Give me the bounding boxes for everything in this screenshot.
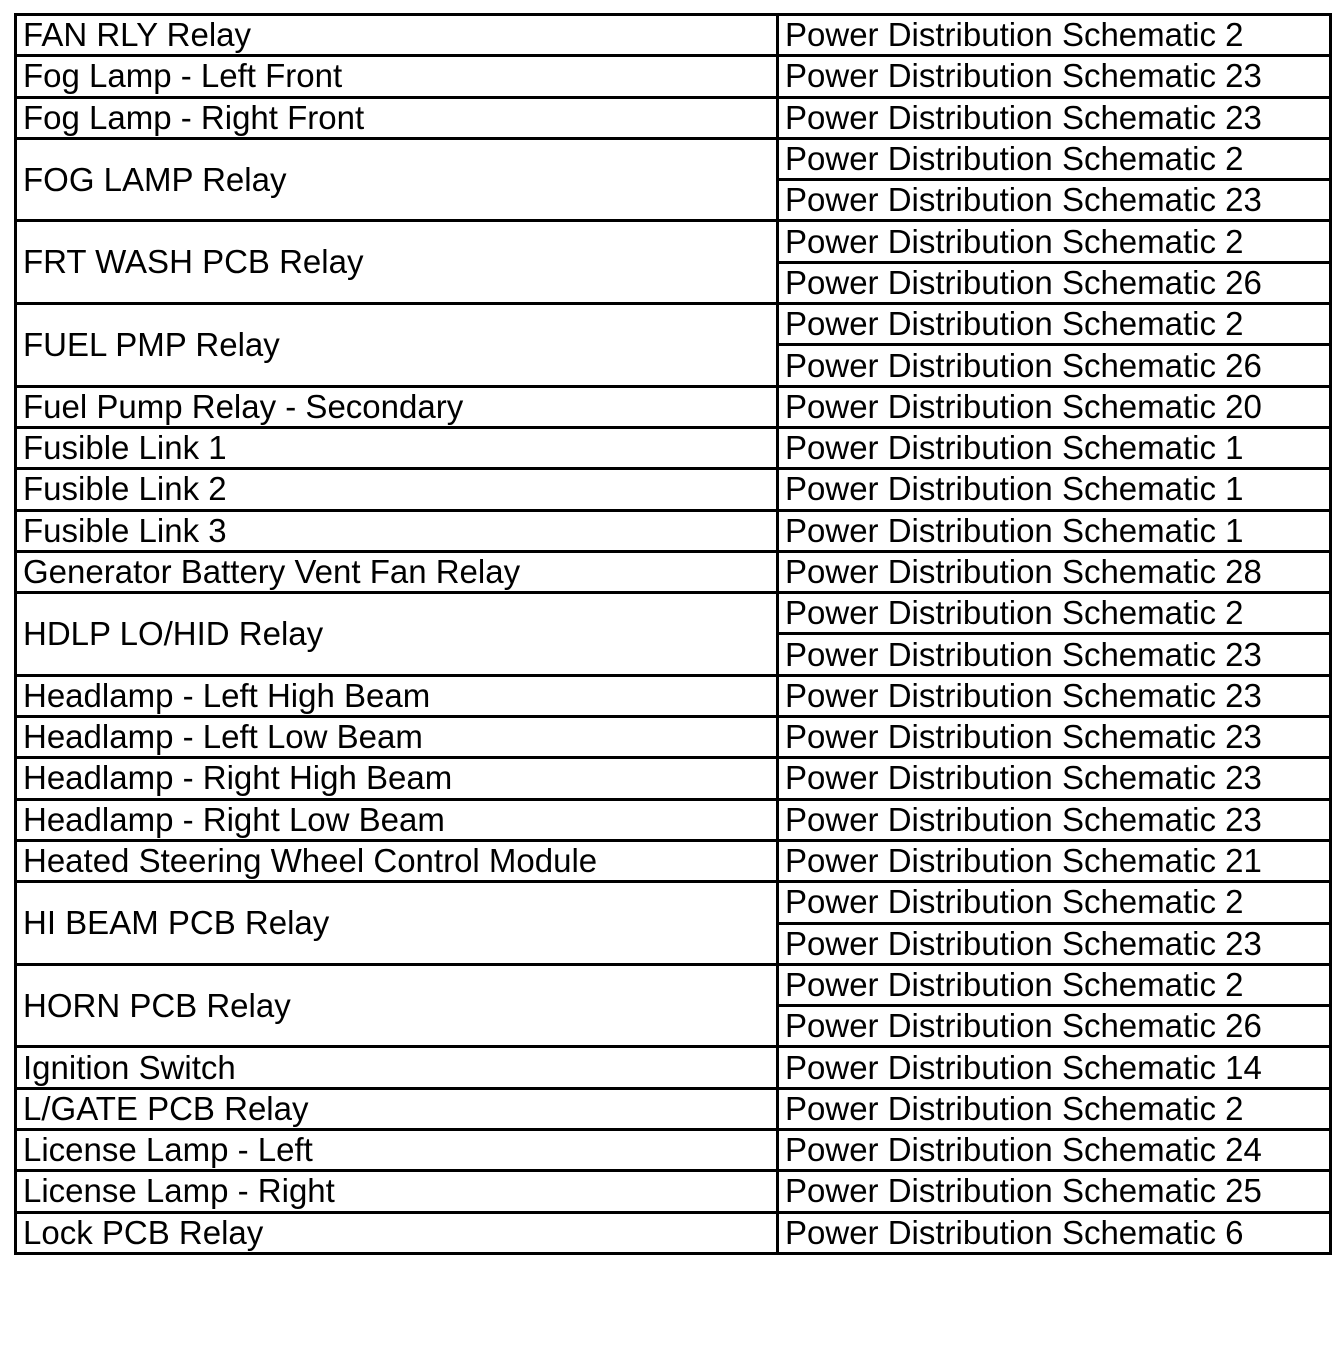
location-cell: Power Distribution Schematic 24 bbox=[778, 1130, 1331, 1171]
location-cell: Power Distribution Schematic 23 bbox=[778, 758, 1331, 799]
location-cell: Power Distribution Schematic 23 bbox=[778, 634, 1331, 675]
location-cell: Power Distribution Schematic 6 bbox=[778, 1212, 1331, 1253]
component-name-cell: License Lamp - Right bbox=[16, 1171, 778, 1212]
location-cell: Power Distribution Schematic 28 bbox=[778, 551, 1331, 592]
table-row bbox=[16, 1088, 1331, 1129]
location-cell: Power Distribution Schematic 23 bbox=[778, 97, 1331, 138]
table-row bbox=[16, 675, 1331, 716]
table-row bbox=[16, 510, 1331, 551]
table-row bbox=[16, 469, 1331, 510]
component-name-cell: Heated Steering Wheel Control Module bbox=[16, 840, 778, 881]
location-cell: Power Distribution Schematic 2 bbox=[778, 304, 1331, 345]
table-row bbox=[16, 304, 1331, 345]
table-body bbox=[16, 15, 1331, 1254]
component-name-cell: Ignition Switch bbox=[16, 1047, 778, 1088]
location-cell: Power Distribution Schematic 23 bbox=[778, 717, 1331, 758]
table-row bbox=[16, 1047, 1331, 1088]
component-locator-table-wrapper bbox=[14, 13, 1332, 1255]
location-cell: Power Distribution Schematic 2 bbox=[778, 964, 1331, 1005]
component-name-cell: Headlamp - Left Low Beam bbox=[16, 717, 778, 758]
location-cell: Power Distribution Schematic 23 bbox=[778, 56, 1331, 97]
table-row bbox=[16, 97, 1331, 138]
component-name-cell: Fuel Pump Relay - Secondary bbox=[16, 386, 778, 427]
location-cell: Power Distribution Schematic 23 bbox=[778, 923, 1331, 964]
table-row bbox=[16, 551, 1331, 592]
component-name-cell: HDLP LO/HID Relay bbox=[16, 593, 778, 676]
component-name-cell: Fusible Link 3 bbox=[16, 510, 778, 551]
location-cell: Power Distribution Schematic 1 bbox=[778, 510, 1331, 551]
component-name-cell: Generator Battery Vent Fan Relay bbox=[16, 551, 778, 592]
component-name-cell: Fusible Link 2 bbox=[16, 469, 778, 510]
table-row bbox=[16, 964, 1331, 1005]
location-cell: Power Distribution Schematic 2 bbox=[778, 138, 1331, 179]
table-row bbox=[16, 593, 1331, 634]
table-row bbox=[16, 717, 1331, 758]
component-name-cell: License Lamp - Left bbox=[16, 1130, 778, 1171]
table-row bbox=[16, 427, 1331, 468]
location-cell: Power Distribution Schematic 1 bbox=[778, 469, 1331, 510]
location-cell: Power Distribution Schematic 25 bbox=[778, 1171, 1331, 1212]
component-name-cell: Headlamp - Right High Beam bbox=[16, 758, 778, 799]
table-row bbox=[16, 1171, 1331, 1212]
location-cell: Power Distribution Schematic 14 bbox=[778, 1047, 1331, 1088]
table-row bbox=[16, 1130, 1331, 1171]
component-name-cell: Lock PCB Relay bbox=[16, 1212, 778, 1253]
table-row bbox=[16, 15, 1331, 56]
table-row bbox=[16, 221, 1331, 262]
component-name-cell: FOG LAMP Relay bbox=[16, 138, 778, 221]
component-name-cell: FAN RLY Relay bbox=[16, 15, 778, 56]
component-name-cell: L/GATE PCB Relay bbox=[16, 1088, 778, 1129]
table-row bbox=[16, 56, 1331, 97]
location-cell: Power Distribution Schematic 2 bbox=[778, 1088, 1331, 1129]
component-name-cell: Fog Lamp - Right Front bbox=[16, 97, 778, 138]
location-cell: Power Distribution Schematic 23 bbox=[778, 799, 1331, 840]
component-name-cell: HI BEAM PCB Relay bbox=[16, 882, 778, 965]
table-row bbox=[16, 758, 1331, 799]
component-name-cell: Fog Lamp - Left Front bbox=[16, 56, 778, 97]
location-cell: Power Distribution Schematic 23 bbox=[778, 675, 1331, 716]
table-row bbox=[16, 386, 1331, 427]
table-row bbox=[16, 799, 1331, 840]
component-name-cell: FRT WASH PCB Relay bbox=[16, 221, 778, 304]
component-name-cell: Headlamp - Right Low Beam bbox=[16, 799, 778, 840]
component-name-cell: Fusible Link 1 bbox=[16, 427, 778, 468]
location-cell: Power Distribution Schematic 26 bbox=[778, 1006, 1331, 1047]
component-locator-table bbox=[14, 13, 1332, 1255]
location-cell: Power Distribution Schematic 26 bbox=[778, 345, 1331, 386]
table-row bbox=[16, 138, 1331, 179]
location-cell: Power Distribution Schematic 20 bbox=[778, 386, 1331, 427]
location-cell: Power Distribution Schematic 23 bbox=[778, 180, 1331, 221]
location-cell: Power Distribution Schematic 2 bbox=[778, 882, 1331, 923]
component-name-cell: FUEL PMP Relay bbox=[16, 304, 778, 387]
table-row bbox=[16, 882, 1331, 923]
table-row bbox=[16, 840, 1331, 881]
location-cell: Power Distribution Schematic 26 bbox=[778, 262, 1331, 303]
table-row bbox=[16, 1212, 1331, 1253]
location-cell: Power Distribution Schematic 2 bbox=[778, 221, 1331, 262]
location-cell: Power Distribution Schematic 2 bbox=[778, 593, 1331, 634]
location-cell: Power Distribution Schematic 1 bbox=[778, 427, 1331, 468]
location-cell: Power Distribution Schematic 2 bbox=[778, 15, 1331, 56]
component-name-cell: Headlamp - Left High Beam bbox=[16, 675, 778, 716]
component-name-cell: HORN PCB Relay bbox=[16, 964, 778, 1047]
location-cell: Power Distribution Schematic 21 bbox=[778, 840, 1331, 881]
